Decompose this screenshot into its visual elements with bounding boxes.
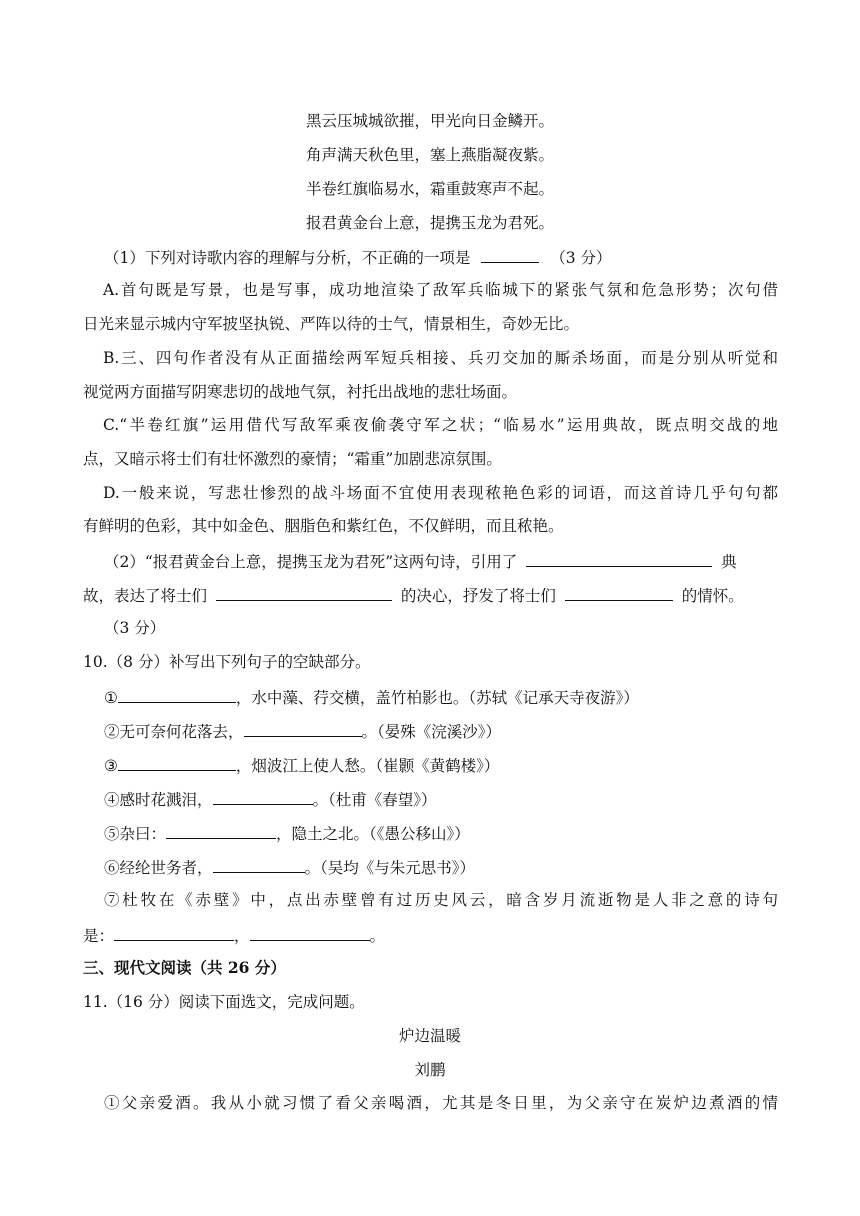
fill-item-suffix: ，烟波江上使人愁。（崔颢《黄鹤楼》） xyxy=(235,757,500,775)
fill-item-prefix: ① xyxy=(104,689,118,707)
fill-item-prefix: ④感时花溅泪， xyxy=(104,791,213,809)
poem-line: 角声满天秋色里，塞上燕脂凝夜紫。 xyxy=(305,146,554,164)
fill-item-prefix: ⑤杂曰： xyxy=(104,825,167,843)
fill-item-suffix: 。 xyxy=(369,927,386,945)
article-paragraph-1: ①父亲爱酒。我从小就习惯了看父亲喝酒，尤其是冬日里，为父亲守在炭炉边煮酒的情 xyxy=(104,1094,778,1112)
question-text: 的情怀。 xyxy=(681,587,744,605)
score-label: （3 分） xyxy=(104,619,166,637)
question-9-2-line2 xyxy=(83,584,744,606)
fill-item xyxy=(104,788,437,810)
question-9-1 xyxy=(104,246,612,268)
question-text: 的决心，抒发了将士们 xyxy=(400,587,556,605)
answer-blank[interactable] xyxy=(216,584,392,601)
article-author: 刘鹏 xyxy=(414,1061,446,1079)
option-c-line1: C.“半卷红旗”运用借代写敌军乘夜偷袭守军之状；“临易水”运用典故，既点明交战的地 xyxy=(103,416,778,434)
answer-blank[interactable] xyxy=(526,550,712,567)
poem-line: 黑云压城城欲摧，甲光向日金鳞开。 xyxy=(305,112,554,130)
fill-item xyxy=(104,754,499,776)
answer-blank[interactable] xyxy=(166,822,276,839)
option-d-line1: D.一般来说，写悲壮惨烈的战斗场面不宜使用表现秾艳色彩的词语，而这首诗几乎句句都 xyxy=(103,484,778,502)
answer-blank[interactable] xyxy=(118,686,236,703)
option-d-line2: 有鲜明的色彩，其中如金色、胭脂色和紫红色，不仅鲜明，而且秾艳。 xyxy=(83,517,564,535)
fill-item xyxy=(104,822,470,844)
fill-item-suffix: ，水中藻、荇交横，盖竹柏影也。（苏轼《记承天寺夜游》） xyxy=(235,689,639,707)
question-stem: （1）下列对诗歌内容的理解与分析，不正确的一项是 xyxy=(104,249,471,267)
section-heading: 三、现代文阅读（共 26 分） xyxy=(83,958,286,977)
fill-item xyxy=(104,686,639,708)
article-title: 炉边温暖 xyxy=(398,1027,461,1045)
question-11-header: 11.（16 分）阅读下面选文，完成问题。 xyxy=(83,993,365,1011)
answer-blank[interactable] xyxy=(213,788,313,805)
question-text: 典 xyxy=(721,553,737,571)
fill-item-separator: ， xyxy=(234,927,250,945)
answer-blank[interactable] xyxy=(250,924,370,941)
answer-blank[interactable] xyxy=(481,246,539,263)
fill-item-prefix: ③ xyxy=(104,757,118,775)
answer-blank[interactable] xyxy=(565,584,673,601)
fill-item xyxy=(104,856,475,878)
fill-item-suffix: 。（吴均《与朱元思书》） xyxy=(304,859,476,877)
fill-item-prefix: 是： xyxy=(83,927,115,945)
fill-item-7-line1: ⑦杜牧在《赤壁》中，点出赤壁曾有过历史风云，暗含岁月流逝物是人非之意的诗句 xyxy=(104,891,778,909)
poem-line: 报君黄金台上意，提携玉龙为君死。 xyxy=(305,214,554,232)
question-stem: （2）“报君黄金台上意，提携玉龙为君死”这两句诗，引用了 xyxy=(104,553,518,571)
question-9-2-line1 xyxy=(104,550,737,572)
fill-item xyxy=(104,720,501,742)
option-a-line1: A.首句既是写景，也是写事，成功地渲染了敌军兵临城下的紧张气氛和危急形势；次句借 xyxy=(103,281,778,299)
answer-blank[interactable] xyxy=(118,754,236,771)
fill-item-prefix: ⑥经纶世务者， xyxy=(104,859,213,877)
score-label: （3 分） xyxy=(550,249,612,267)
answer-blank[interactable] xyxy=(244,720,362,737)
fill-item-7-line2 xyxy=(83,924,385,946)
option-c-line2: 点，又暗示将士们有壮怀激烈的豪情；“霜重”加剧悲凉氛围。 xyxy=(83,450,502,468)
option-b-line2: 视觉两方面描写阴寒悲切的战地气氛，衬托出战地的悲壮场面。 xyxy=(83,383,518,401)
answer-blank[interactable] xyxy=(114,924,234,941)
option-b-line1: B.三、四句作者没有从正面描绘两军短兵相接、兵刃交加的厮杀场面，而是分别从听觉和 xyxy=(103,349,778,367)
poem-line: 半卷红旗临易水，霜重鼓寒声不起。 xyxy=(305,180,554,198)
fill-item-suffix: 。（杜甫《春望》） xyxy=(312,791,437,809)
fill-item-suffix: 。（晏殊《浣溪沙》） xyxy=(361,723,502,741)
question-10-header: 10.（8 分）补写出下列句子的空缺部分。 xyxy=(83,653,371,671)
fill-item-prefix: ②无可奈何花落去， xyxy=(104,723,244,741)
option-a-line2: 日光来显示城内守军披坚执锐、严阵以待的士气，情景相生，奇妙无比。 xyxy=(83,315,580,333)
fill-item-suffix: ，隐土之北。（《愚公移山》） xyxy=(276,825,470,843)
question-text: 故，表达了将士们 xyxy=(83,587,208,605)
answer-blank[interactable] xyxy=(213,856,305,873)
